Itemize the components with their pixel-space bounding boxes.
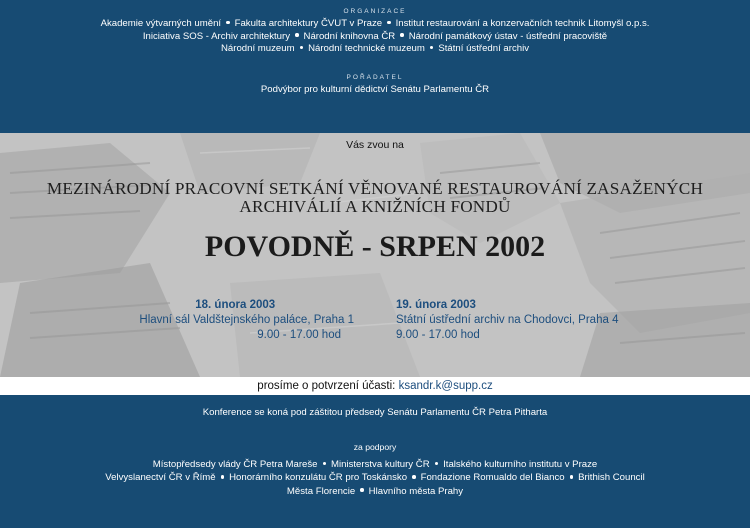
list-item: Národní technické muzeum <box>308 43 425 55</box>
list-line <box>0 458 750 471</box>
flood-archive-photo <box>0 133 750 377</box>
list-item: Fondazione Romualdo del Bianco <box>420 472 565 484</box>
bullet-icon <box>300 46 304 50</box>
list-item: Národní knihovna ČR <box>303 30 396 42</box>
list-line <box>0 18 750 31</box>
bullet-icon <box>387 21 391 25</box>
event-time: 9.00 - 17.00 hod <box>257 329 341 341</box>
header-band <box>0 0 750 133</box>
list-item: Národní muzeum <box>220 43 295 55</box>
list-item: Italského kulturního institutu v Praze <box>443 459 598 470</box>
bullet-icon <box>226 21 230 25</box>
patronage-text: Konference se koná pod záštitou předsedy Senátu Parlamentu ČR Petra Pitharta <box>202 407 548 418</box>
organizers-list <box>0 18 750 56</box>
supporters-list <box>0 458 750 498</box>
list-item: Města Florencie <box>286 485 356 497</box>
list-item: Honorárního konzulátu ČR pro Toskánsko <box>229 472 408 484</box>
invite-intro: Vás zvou na <box>346 139 404 151</box>
bullet-icon <box>570 475 574 479</box>
rsvp-text: prosíme o potvrzení účasti: <box>257 380 399 392</box>
bullet-icon <box>435 462 439 466</box>
host-name: Podvýbor pro kulturní dědictví Senátu Parlamentu ČR <box>260 84 490 95</box>
event-day-1 <box>139 298 354 343</box>
event-date: 19. února 2003 <box>396 299 476 311</box>
list-item: Brithish Council <box>578 472 645 484</box>
bullet-icon <box>221 475 225 479</box>
event-headline <box>0 180 750 216</box>
list-item: Fakulta architektury ČVUT v Praze <box>234 18 383 29</box>
list-item: Institut restaurování a konzervačních technik Litomyšl o.p.s. <box>395 18 650 29</box>
rsvp-email-link[interactable]: ksandr.k@supp.cz <box>398 380 493 392</box>
list-line <box>0 485 750 498</box>
list-item: Národní památkový ústav - ústřední pracoviště <box>408 30 608 42</box>
host-label: POŘADATEL <box>346 74 404 81</box>
bullet-icon <box>430 46 434 50</box>
list-item: Iniciativa SOS - Archiv architektury <box>142 30 291 42</box>
bullet-icon <box>295 33 299 37</box>
event-date: 18. února 2003 <box>195 299 276 311</box>
list-item: Hlavního města Prahy <box>368 485 464 497</box>
list-item: Státní ústřední archiv <box>438 43 530 55</box>
bullet-icon <box>323 462 327 466</box>
event-venue: Hlavní sál Valdštejnského paláce, Praha 1 <box>139 314 354 326</box>
event-time: 9.00 - 17.00 hod <box>396 329 480 341</box>
headline-line-1: MEZINÁRODNÍ PRACOVNÍ SETKÁNÍ VĚNOVANÉ RESTAUROVÁNÍ ZASAŽENÝCH <box>46 179 704 198</box>
event-day-2 <box>396 298 618 343</box>
main-title: POVODNĚ - SRPEN 2002 <box>204 230 546 263</box>
list-item: Místopředsedy vlády ČR Petra Mareše <box>152 459 318 470</box>
list-line <box>0 43 750 56</box>
list-line <box>0 31 750 44</box>
list-item: Velvyslanectví ČR v Římě <box>105 472 216 484</box>
list-line <box>0 471 750 484</box>
footer-band <box>0 395 750 528</box>
rsvp-bar <box>0 377 750 395</box>
list-item: Akademie výtvarných umění <box>100 18 222 29</box>
bullet-icon <box>412 475 416 479</box>
support-label: za podpory <box>353 442 397 452</box>
headline-line-2: ARCHIVÁLIÍ A KNIŽNÍCH FONDŮ <box>239 197 511 216</box>
bullet-icon <box>360 488 364 492</box>
event-venue: Státní ústřední archiv na Chodovci, Praha 4 <box>396 314 619 326</box>
list-item: Ministerstva kultury ČR <box>331 459 430 470</box>
organizers-label: ORGANIZACE <box>343 8 407 15</box>
bullet-icon <box>400 33 404 37</box>
